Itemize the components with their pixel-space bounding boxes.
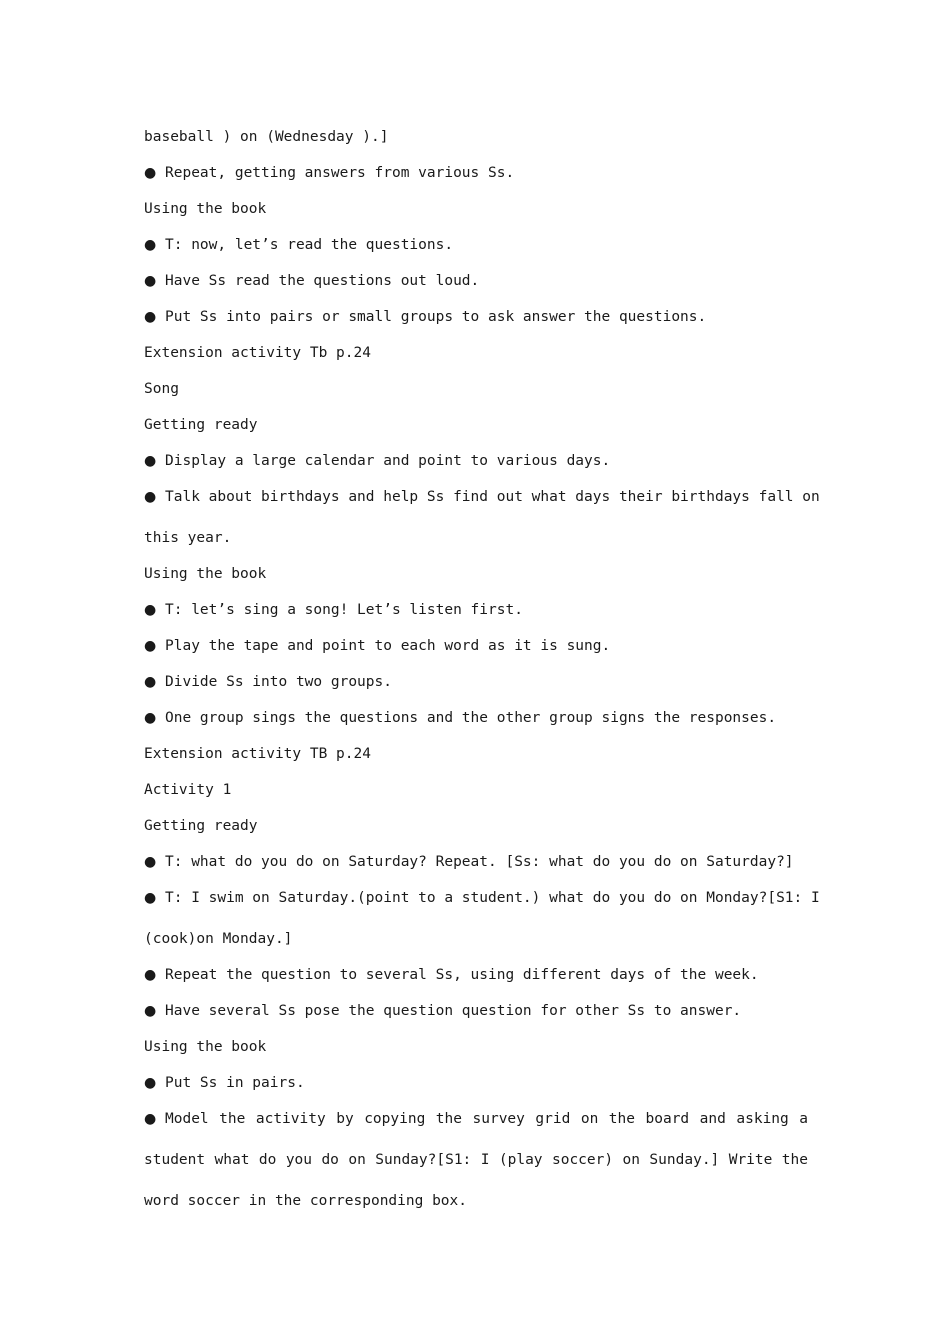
bullet-item bbox=[144, 270, 808, 306]
bullet-icon: ● bbox=[144, 237, 157, 253]
bullet-icon: ● bbox=[144, 602, 157, 618]
text-line bbox=[144, 342, 808, 378]
line-text: Extension activity TB p.24 bbox=[144, 746, 371, 762]
bullet-item bbox=[144, 851, 808, 887]
bullet-item bbox=[144, 162, 808, 198]
line-text: T: let’s sing a song! Let’s listen first. bbox=[165, 602, 523, 618]
bullet-icon: ● bbox=[144, 273, 157, 289]
bullet-icon: ● bbox=[144, 710, 157, 726]
line-text: Using the book bbox=[144, 1039, 267, 1055]
line-text: Talk about birthdays and help Ss find out what days their birthdays fall on bbox=[165, 489, 820, 505]
bullet-icon: ● bbox=[144, 453, 157, 469]
line-text: T: what do you do on Saturday? Repeat. [Ss: what do you do on Saturday?] bbox=[165, 854, 794, 870]
bullet-item bbox=[144, 887, 820, 928]
bullet-item bbox=[144, 450, 808, 486]
bullet-item bbox=[144, 1072, 808, 1108]
line-text: Repeat, getting answers from various Ss. bbox=[165, 165, 515, 181]
text-line bbox=[144, 563, 808, 599]
bullet-icon: ● bbox=[144, 309, 157, 325]
bullet-item bbox=[144, 671, 808, 707]
line-text: Extension activity Tb p.24 bbox=[144, 345, 371, 361]
text-line bbox=[144, 1190, 808, 1226]
line-text: student what do you do on Sunday?[S1: I (play soccer) on Sunday.] Write the bbox=[144, 1152, 808, 1168]
line-text: (cook)on Monday.] bbox=[144, 931, 293, 947]
bullet-item bbox=[144, 486, 820, 527]
line-text: Song bbox=[144, 381, 179, 397]
bullet-item bbox=[144, 1000, 808, 1036]
text-line bbox=[144, 743, 808, 779]
line-text: Put Ss in pairs. bbox=[165, 1075, 305, 1091]
line-text: Put Ss into pairs or small groups to ask answer the questions. bbox=[165, 309, 707, 325]
bullet-icon: ● bbox=[144, 1075, 157, 1091]
line-text: baseball ) on (Wednesday ).] bbox=[144, 129, 389, 145]
bullet-icon: ● bbox=[144, 638, 157, 654]
line-text: Have several Ss pose the question question for other Ss to answer. bbox=[165, 1003, 742, 1019]
text-line bbox=[144, 1036, 808, 1072]
line-text: Play the tape and point to each word as it is sung. bbox=[165, 638, 611, 654]
line-text: Display a large calendar and point to various days. bbox=[165, 453, 611, 469]
text-line bbox=[144, 378, 808, 414]
line-text: Model the activity by copying the survey grid on the board and asking a bbox=[165, 1111, 808, 1127]
line-text: Divide Ss into two groups. bbox=[165, 674, 392, 690]
document-body bbox=[144, 126, 820, 1226]
bullet-item bbox=[144, 599, 808, 635]
bullet-item bbox=[144, 635, 808, 671]
bullet-icon: ● bbox=[144, 890, 157, 906]
bullet-item bbox=[144, 707, 808, 743]
bullet-icon: ● bbox=[144, 1003, 157, 1019]
text-line bbox=[144, 527, 808, 563]
line-text: this year. bbox=[144, 530, 232, 546]
bullet-icon: ● bbox=[144, 165, 157, 181]
line-text: Activity 1 bbox=[144, 782, 232, 798]
text-line bbox=[144, 126, 808, 162]
line-text: T: I swim on Saturday.(point to a student.) what do you do on Monday?[S1: I bbox=[165, 890, 820, 906]
bullet-icon: ● bbox=[144, 967, 157, 983]
bullet-icon: ● bbox=[144, 674, 157, 690]
bullet-item bbox=[144, 234, 808, 270]
text-line bbox=[144, 1149, 808, 1190]
text-line bbox=[144, 414, 808, 450]
line-text: Using the book bbox=[144, 566, 267, 582]
bullet-icon: ● bbox=[144, 489, 157, 505]
bullet-icon: ● bbox=[144, 1111, 157, 1127]
line-text: T: now, let’s read the questions. bbox=[165, 237, 454, 253]
bullet-item bbox=[144, 1108, 808, 1149]
line-text: One group sings the questions and the other group signs the responses. bbox=[165, 710, 777, 726]
line-text: Have Ss read the questions out loud. bbox=[165, 273, 480, 289]
text-line bbox=[144, 198, 808, 234]
line-text: Repeat the question to several Ss, using different days of the week. bbox=[165, 967, 759, 983]
text-line bbox=[144, 815, 808, 851]
line-text: word soccer in the corresponding box. bbox=[144, 1193, 468, 1209]
bullet-item bbox=[144, 306, 808, 342]
line-text: Using the book bbox=[144, 201, 267, 217]
line-text: Getting ready bbox=[144, 818, 258, 834]
bullet-item bbox=[144, 964, 808, 1000]
line-text: Getting ready bbox=[144, 417, 258, 433]
text-line bbox=[144, 779, 808, 815]
text-line bbox=[144, 928, 808, 964]
bullet-icon: ● bbox=[144, 854, 157, 870]
